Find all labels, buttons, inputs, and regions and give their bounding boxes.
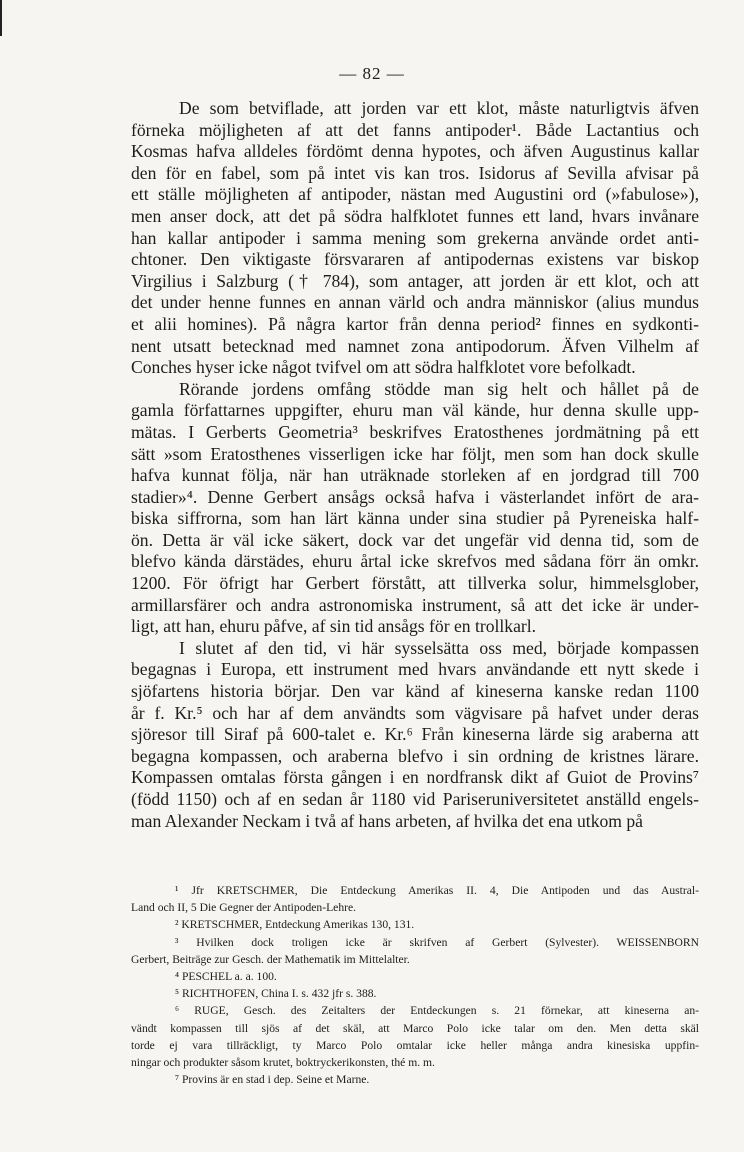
text-line: sjöresor till Siraf på 600-talet e. Kr.⁶ Från kineserna lärde sig araberna att	[131, 724, 699, 745]
text-line: De som betviflade, att jorden var ett klot, måste naturligtvis äfven	[179, 98, 699, 118]
text-line: chtoner. Den viktigaste försvararen af antipodernas existens var biskop	[131, 249, 699, 270]
footnotes	[131, 882, 699, 1088]
text-line: Virgilius i Salzburg († 784), som antager, att jorden är ett klot, och att	[131, 270, 699, 291]
text-line: år f. Kr.⁵ och har af dem användts som vägvisare på hafvet under deras	[131, 702, 699, 723]
footnote-line: ⁵ RICHTHOFEN, China I. s. 432 jfr s. 388.	[175, 987, 377, 1001]
text-line: begagna kompassen, och araberna blefvo i sin ordning de kristnes lärare.	[131, 745, 699, 766]
text-line: (född 1150) och af en sedan år 1180 vid Pariseruniversitetet anställd engels-	[131, 789, 699, 809]
scan-edge-mark	[0, 0, 2, 36]
text-line: Kosmas hafva alldeles fördömt denna hypotes, och äfven Augustinus kallar	[131, 141, 699, 162]
text-line: ön. Detta är väl icke säkert, dock var det ungefär vid denna tid, som de	[131, 529, 699, 550]
footnote-line: vändt kompassen till sjös af det skäl, att Marco Polo icke talar om den. Men detta skäl	[131, 1021, 699, 1035]
text-line: ett ställe möjligheten af antipoder, nästan med Augustini ord (»fabulose»),	[131, 184, 699, 205]
text-line: mätas. I Gerberts Geometria³ beskrifves Eratosthenes jordmätning på ett	[131, 421, 699, 442]
footnote-line: ningar och produkter såsom krutet, boktryckerikonsten, thé m. m.	[131, 1055, 435, 1069]
text-line: men anser dock, att det på södra halfklotet funnes ett land, hvars invånare	[131, 205, 699, 226]
footnote-line: torde ej vara tillräckligt, ty Marco Polo omtalar icke heller många andra kinesiska uppfin-	[131, 1038, 699, 1052]
footnote-line: Land och II, 5 Die Gegner der Antipoden-Lehre.	[131, 901, 357, 915]
text-line: blefvo kända därstädes, ehuru årtal icke skrefvos med sådana förr än omkr.	[131, 551, 699, 572]
text-line: man Alexander Neckam i två af hans arbeten, af hvilka det ena utkom på	[131, 810, 643, 831]
text-line: han kallar antipoder i samma mening som grekerna använde ordet anti-	[131, 227, 699, 248]
text-line: begagnas i Europa, ett instrument med hvars användande ett nytt skede i	[131, 659, 699, 680]
page-number: — 82 —	[339, 64, 405, 83]
text-line: stadier»⁴. Denne Gerbert ansågs också hafva i västerlandet infört de ara-	[131, 486, 699, 507]
footnote-line: ¹ Jfr KRETSCHMER, Die Entdeckung Amerikas II. 4, Die Antipoden und das Austral-	[175, 884, 699, 897]
footnote-line: ³ Hvilken dock troligen icke är skrifven af Gerbert (Sylvester). WEISSENBORN	[175, 935, 699, 949]
text-line: hafva kunnat följa, när han uträknade storleken af en jordgrad till 700	[131, 465, 699, 486]
text-line: förneka möjligheten af att det fanns antipoder¹. Både Lactantius och	[131, 119, 699, 140]
text-line: sjöfartens historia börjar. Den var känd af kineserna kanske redan 1100	[131, 681, 699, 702]
text-line: biska siffrorna, som han lärt känna under sina studier på Pyreneiska half-	[131, 508, 699, 529]
footnote-line: ⁶ RUGE, Gesch. des Zeitalters der Entdeckungen s. 21 förnekar, att kineserna an-	[175, 1004, 699, 1018]
footnote-line: Gerbert, Beiträge zur Gesch. der Mathematik im Mittelalter.	[131, 952, 410, 966]
text-line: Conches hyser icke något tvifvel om att södra halfklotet vore befolkadt.	[131, 357, 636, 378]
text-line: Kompassen omtalas första gången i en nordfransk dikt af Guiot de Provins⁷	[131, 767, 699, 788]
text-line: et alii homines). På några kartor från denna period² finnes en sydkonti-	[131, 313, 699, 334]
text-line: den för en fabel, som på intet vis kan tros. Isidorus af Sevilla afvisar på	[131, 162, 699, 183]
text-line: nent utsatt betecknad med namnet zona antipodorum. Äfven Vilhelm af	[131, 335, 699, 356]
text-line: 1200. För öfrigt har Gerbert förstått, att tillverka solur, himmelsglober,	[131, 573, 699, 594]
body-text	[131, 98, 699, 832]
footnote-line: ⁷ Provins är en stad i dep. Seine et Marne.	[175, 1073, 370, 1087]
text-line: det under henne funnes en annan värld och andra människor (alius mundus	[131, 292, 699, 313]
text-line: armillarsfärer och andra astronomiska instrument, så att det icke är under-	[131, 594, 699, 615]
footnote-line: ⁴ PESCHEL a. a. 100.	[175, 969, 277, 983]
text-line: ligt, att han, ehuru påfve, af sin tid ansågs för en trollkarl.	[131, 616, 537, 637]
footnote-line: ² KRETSCHMER, Entdeckung Amerikas 130, 131.	[175, 918, 415, 932]
text-line: sätt »som Eratosthenes visserligen icke har följt, men som han dock skulle	[131, 443, 699, 464]
text-line: gamla författarnes uppgifter, ehuru man väl kände, hur denna skulle upp-	[131, 400, 699, 421]
text-line: I slutet af den tid, vi här sysselsätta oss med, började kompassen	[179, 637, 699, 658]
text-line: Rörande jordens omfång stödde man sig helt och hållet på de	[179, 378, 699, 399]
